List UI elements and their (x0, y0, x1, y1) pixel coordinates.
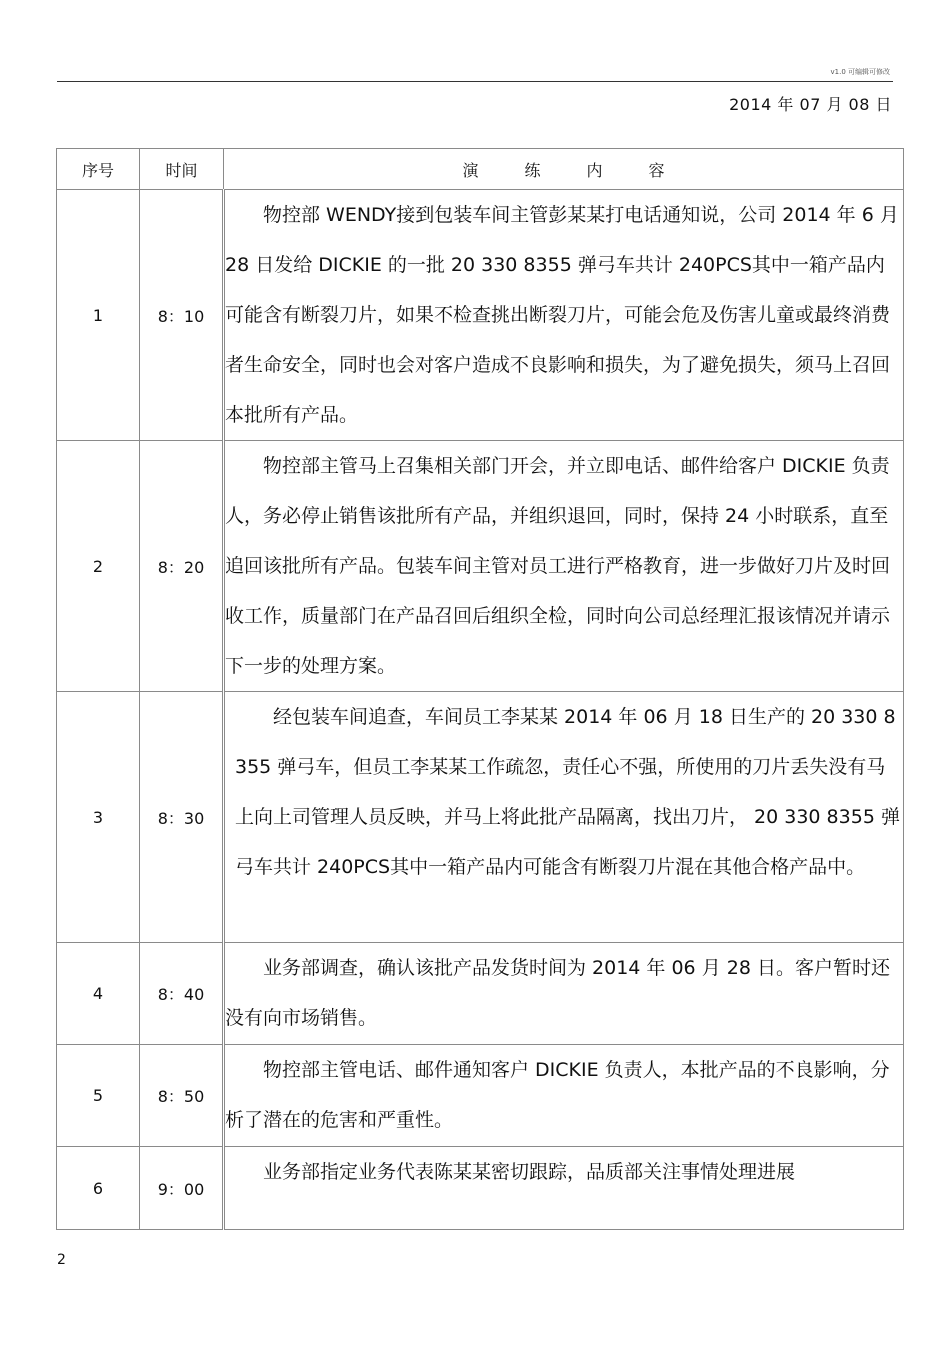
row-number: 2 (57, 441, 140, 692)
table-row (57, 190, 904, 441)
table-header-row (57, 149, 904, 190)
row-content-text: 物控部 WENDY接到包装车间主管彭某某打电话通知说，公司 2014 年 6 月 28 日发给 DICKIE 的一批 20 330 8355 弹弓车共计 240PCS其中一箱产品内可能含有断裂刀片，如果不检查挑出断裂刀片，可能会危及伤害儿童或最终消费者生命安全，同时也会对客户造成不良影响和损失，为了避免损失，须马上召回本批所有产品。 (225, 204, 899, 426)
row-time: 9：00 (140, 1147, 224, 1230)
page-number: 2 (57, 1252, 66, 1268)
row-number: 6 (57, 1147, 140, 1230)
header-drill-content: 演练内容 (224, 149, 904, 190)
row-content-text: 业务部指定业务代表陈某某密切跟踪，品质部关注事情处理进展 (263, 1161, 796, 1183)
row-content (224, 943, 904, 1045)
row-content (224, 190, 904, 441)
row-number: 3 (57, 692, 140, 943)
header-time: 时间 (140, 149, 224, 190)
document-date: 2014 年 07 月 08 日 (729, 95, 892, 114)
row-content-text: 经包装车间追查，车间员工李某某 2014 年 06 月 18 日生产的 20 330 8355 弹弓车，但员工李某某工作疏忽，责任心不强，所使用的刀片丢失没有马上向上司管理人员反映，并马上将此批产品隔离，找出刀片， 20 330 8355 弹弓车共计 240PCS其中一箱产品内可能含有断裂刀片混在其他合格产品中。 (235, 706, 900, 878)
row-time: 8：50 (140, 1045, 224, 1147)
row-content (224, 441, 904, 692)
row-number: 4 (57, 943, 140, 1045)
row-content (224, 692, 904, 943)
table-row (57, 1045, 904, 1147)
row-content-text: 业务部调查，确认该批产品发货时间为 2014 年 06 月 28 日。客户暂时还没有向市场销售。 (225, 957, 890, 1029)
version-note: v1.0 可编辑可修改 (830, 68, 890, 76)
row-time: 8：40 (140, 943, 224, 1045)
drill-schedule-table (56, 148, 904, 1230)
row-number: 5 (57, 1045, 140, 1147)
table-row (57, 692, 904, 943)
header-sequence: 序号 (57, 149, 140, 190)
row-time: 8：20 (140, 441, 224, 692)
row-content (224, 1147, 904, 1230)
table-row (57, 1147, 904, 1230)
row-content (224, 1045, 904, 1147)
row-content-text: 物控部主管电话、邮件通知客户 DICKIE 负责人，本批产品的不良影响，分析了潜在的危害和严重性。 (225, 1059, 890, 1131)
table-row (57, 441, 904, 692)
header-rule (57, 81, 893, 82)
row-content-text: 物控部主管马上召集相关部门开会，并立即电话、邮件给客户 DICKIE 负责人，务必停止销售该批所有产品，并组织退回，同时，保持 24 小时联系，直至追回该批所有产品。包装车间主管对员工进行严格教育，进一步做好刀片及时回收工作，质量部门在产品召回后组织全检，同时向公司总经理汇报该情况并请示下一步的处理方案。 (225, 455, 891, 677)
table-row (57, 943, 904, 1045)
row-time: 8：30 (140, 692, 224, 943)
row-time: 8：10 (140, 190, 224, 441)
row-number: 1 (57, 190, 140, 441)
